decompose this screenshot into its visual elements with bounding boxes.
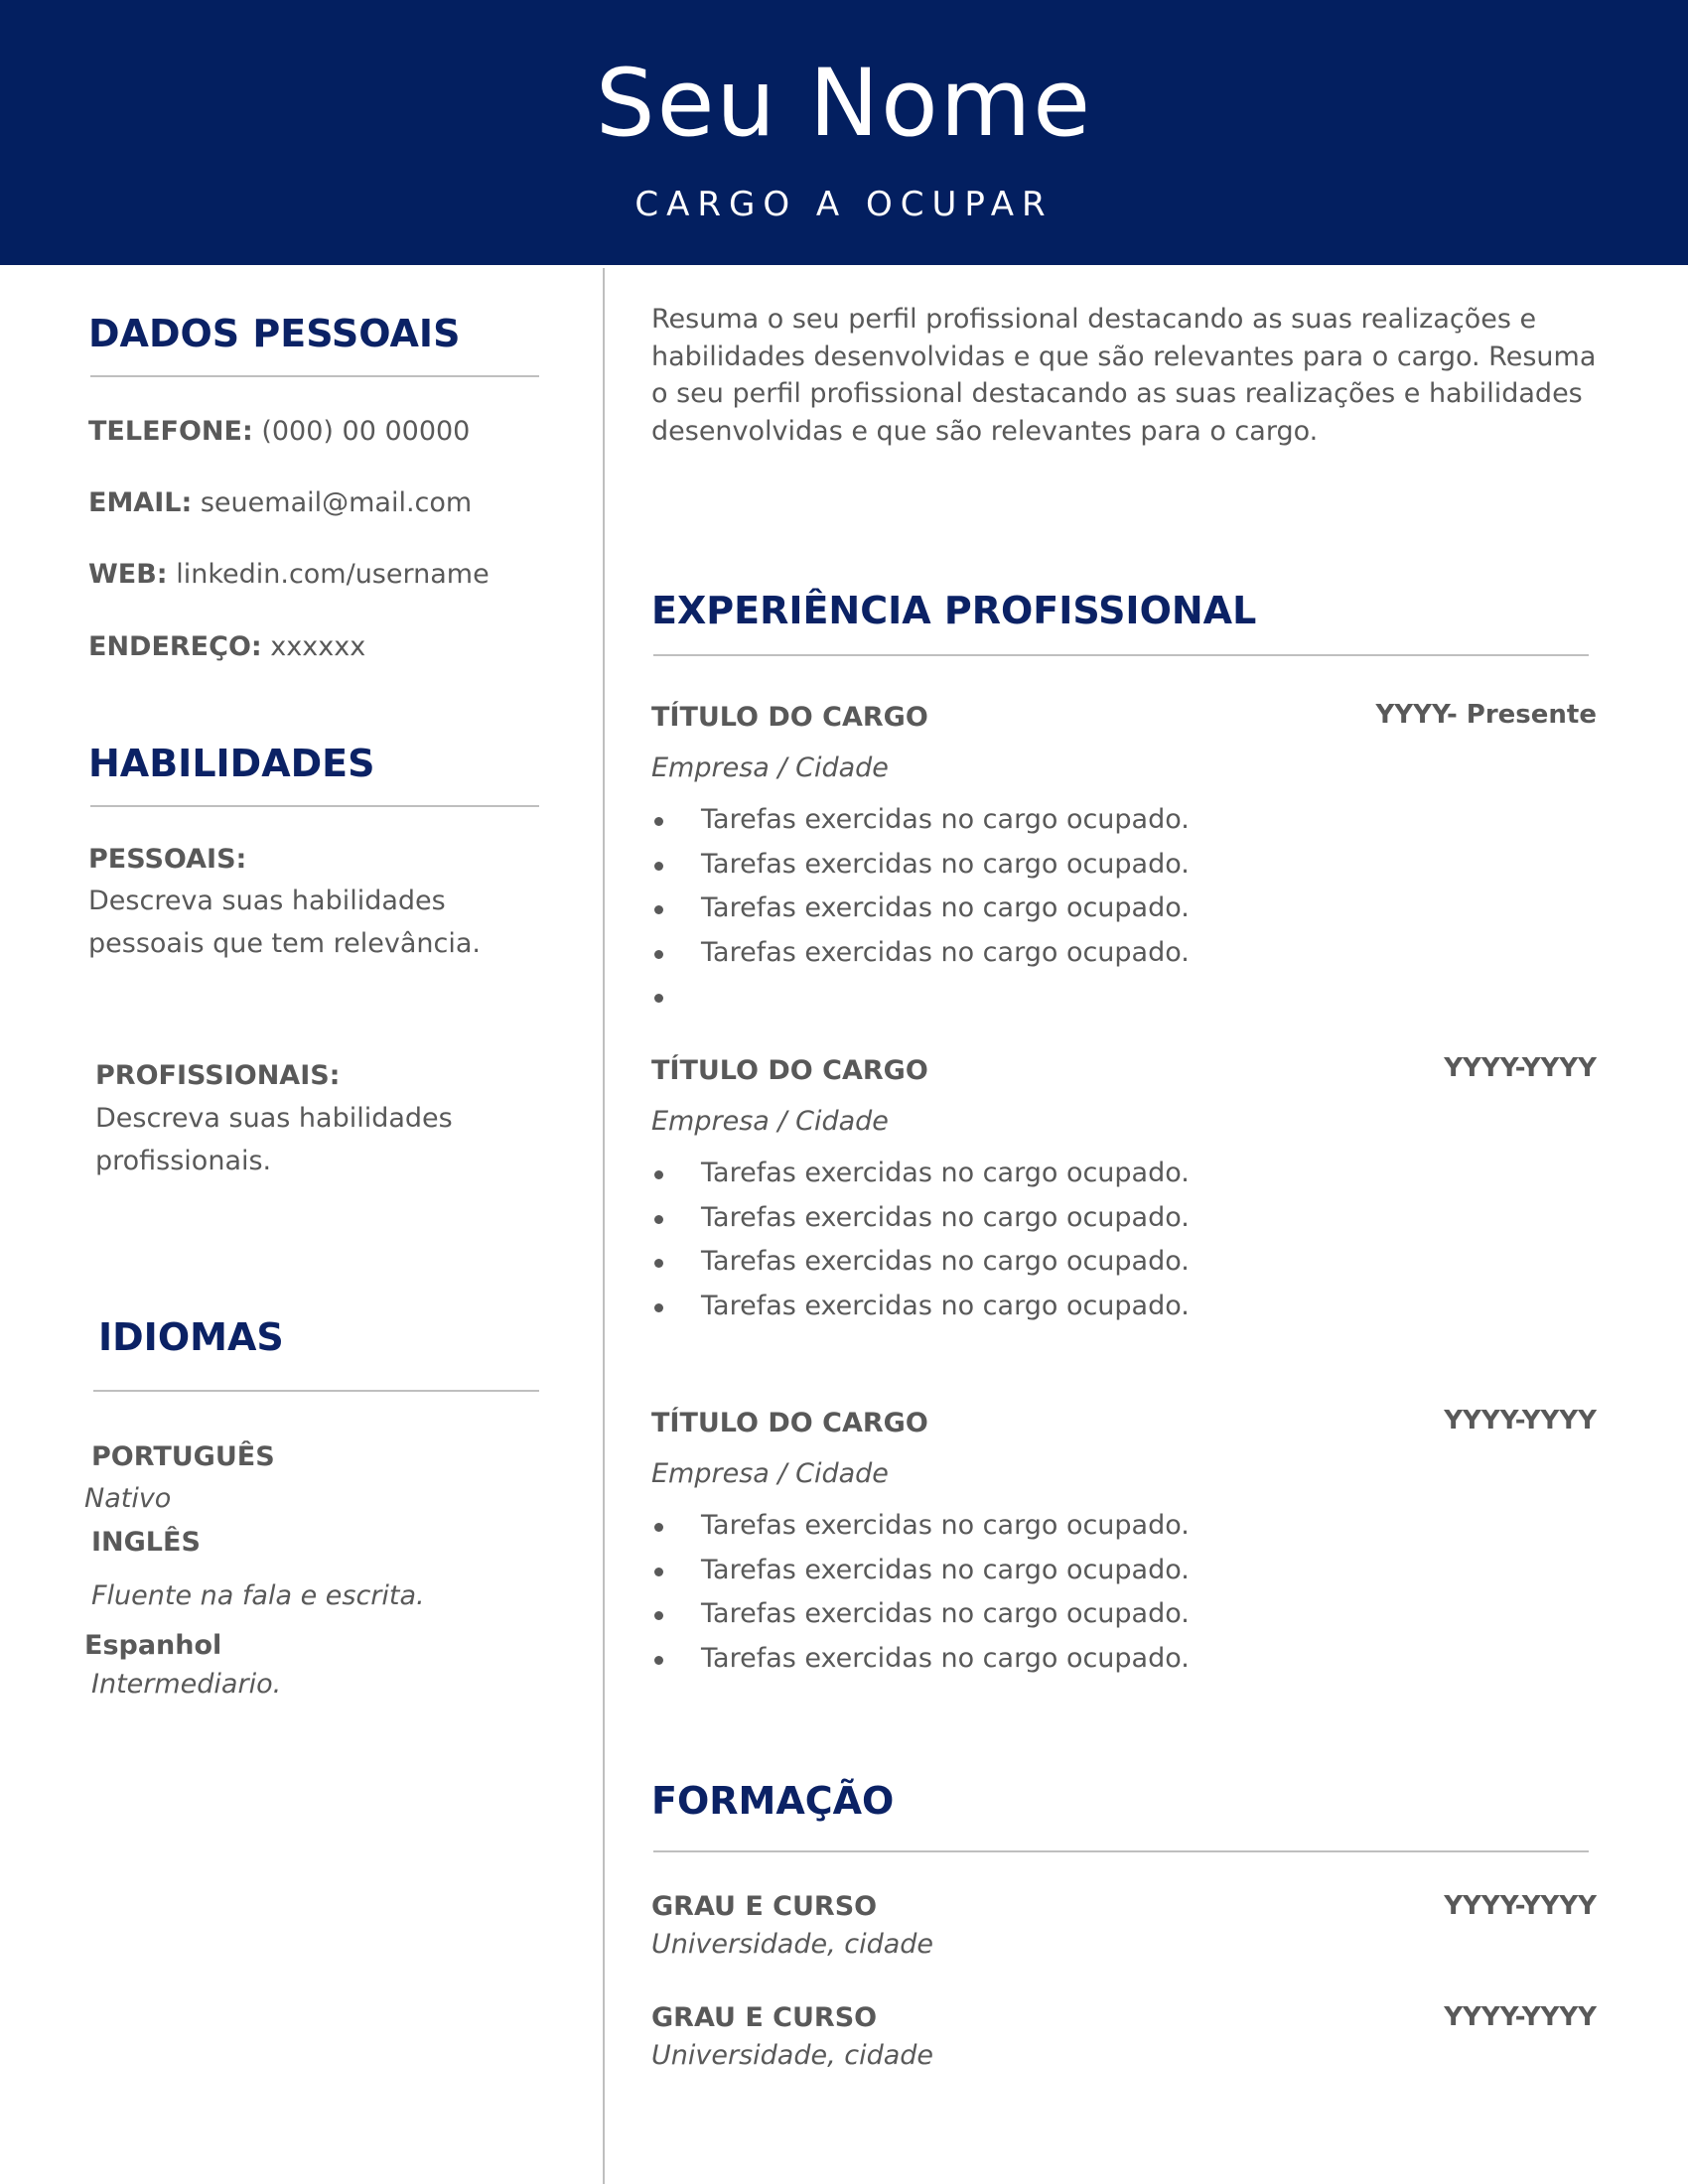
job-title: TÍTULO DO CARGO xyxy=(651,1055,928,1086)
job-company: Empresa / Cidade xyxy=(651,1458,889,1489)
address-line xyxy=(88,625,365,668)
web-value: linkedin.com/username xyxy=(176,559,490,590)
skills-rule xyxy=(90,805,539,807)
email-value: seuemail@mail.com xyxy=(200,487,473,518)
phone-value: (000) 00 00000 xyxy=(261,416,471,447)
language-name: Espanhol xyxy=(84,1630,222,1661)
task-item: Tarefas exercidas no cargo ocupado. xyxy=(651,1240,1190,1285)
degree-date: YYYY-YYYY xyxy=(1444,2002,1597,2032)
languages-title: IDIOMAS xyxy=(98,1315,284,1359)
job-task-list xyxy=(651,798,1190,1020)
language-level: Intermediario. xyxy=(91,1669,282,1700)
job-date: YYYY-YYYY xyxy=(1444,1053,1597,1083)
personal-data-rule xyxy=(90,375,539,377)
task-item: Tarefas exercidas no cargo ocupado. xyxy=(651,798,1190,843)
profile-summary: Resuma o seu perfil profissional destacando as suas realizações e habilidades desenvolvidas e que são relevantes para o cargo. Resuma o seu perfil profissional destacando as suas realizações e habilidades desenvolvidas e que são relevantes para o cargo. xyxy=(651,304,1597,447)
column-divider xyxy=(603,268,605,2184)
language-name: PORTUGUÊS xyxy=(91,1441,275,1472)
experience-title: EXPERIÊNCIA PROFISSIONAL xyxy=(651,589,1257,632)
experience-rule xyxy=(653,654,1589,656)
job-date: YYYY- Presente xyxy=(1375,700,1597,730)
web-label: WEB: xyxy=(88,559,168,590)
header-banner xyxy=(0,0,1688,265)
education-title: FORMAÇÃO xyxy=(651,1779,895,1823)
skills-professional-label: PROFISSIONAIS: xyxy=(95,1060,341,1091)
degree-date: YYYY-YYYY xyxy=(1444,1891,1597,1921)
task-item: Tarefas exercidas no cargo ocupado. xyxy=(651,1592,1190,1637)
task-item: Tarefas exercidas no cargo ocupado. xyxy=(651,1637,1190,1682)
task-item: Tarefas exercidas no cargo ocupado. xyxy=(651,1285,1190,1329)
task-item: Tarefas exercidas no cargo ocupado. xyxy=(651,1196,1190,1241)
skills-professional-text-1: Descreva suas habilidades xyxy=(95,1103,453,1134)
skills-personal-label: PESSOAIS: xyxy=(88,844,247,875)
email-line xyxy=(88,481,472,524)
skills-title: HABILIDADES xyxy=(88,742,375,785)
task-item: Tarefas exercidas no cargo ocupado. xyxy=(651,931,1190,976)
address-label: ENDEREÇO: xyxy=(88,631,262,662)
job-task-list xyxy=(651,1504,1190,1681)
degree-title: GRAU E CURSO xyxy=(651,2002,878,2033)
task-item xyxy=(651,975,1190,1020)
phone-line xyxy=(88,410,470,453)
task-item: Tarefas exercidas no cargo ocupado. xyxy=(651,1504,1190,1549)
job-task-list xyxy=(651,1152,1190,1328)
degree-school: Universidade, cidade xyxy=(651,2040,934,2071)
candidate-name: Seu Nome xyxy=(595,50,1093,158)
job-date: YYYY-YYYY xyxy=(1444,1406,1597,1435)
degree-school: Universidade, cidade xyxy=(651,1929,934,1960)
skills-professional-text-2: profissionais. xyxy=(95,1146,272,1176)
job-company: Empresa / Cidade xyxy=(651,752,889,783)
language-name: INGLÊS xyxy=(91,1527,201,1558)
language-level: Fluente na fala e escrita. xyxy=(91,1580,425,1611)
personal-data-title: DADOS PESSOAIS xyxy=(88,312,461,355)
languages-rule xyxy=(93,1390,539,1392)
task-item: Tarefas exercidas no cargo ocupado. xyxy=(651,1152,1190,1196)
language-level: Nativo xyxy=(84,1483,172,1514)
degree-title: GRAU E CURSO xyxy=(651,1891,878,1922)
task-item: Tarefas exercidas no cargo ocupado. xyxy=(651,843,1190,887)
job-company: Empresa / Cidade xyxy=(651,1106,889,1137)
skills-personal-text-2: pessoais que tem relevância. xyxy=(88,928,481,959)
job-title: TÍTULO DO CARGO xyxy=(651,702,928,733)
job-title: TÍTULO DO CARGO xyxy=(651,1408,928,1438)
phone-label: TELEFONE: xyxy=(88,416,253,447)
web-line xyxy=(88,553,490,596)
target-role: CARGO A OCUPAR xyxy=(634,185,1054,224)
task-item: Tarefas exercidas no cargo ocupado. xyxy=(651,1549,1190,1593)
education-rule xyxy=(653,1850,1589,1852)
skills-personal-text-1: Descreva suas habilidades xyxy=(88,886,446,916)
task-item: Tarefas exercidas no cargo ocupado. xyxy=(651,887,1190,931)
address-value: xxxxxx xyxy=(270,631,366,662)
email-label: EMAIL: xyxy=(88,487,193,518)
